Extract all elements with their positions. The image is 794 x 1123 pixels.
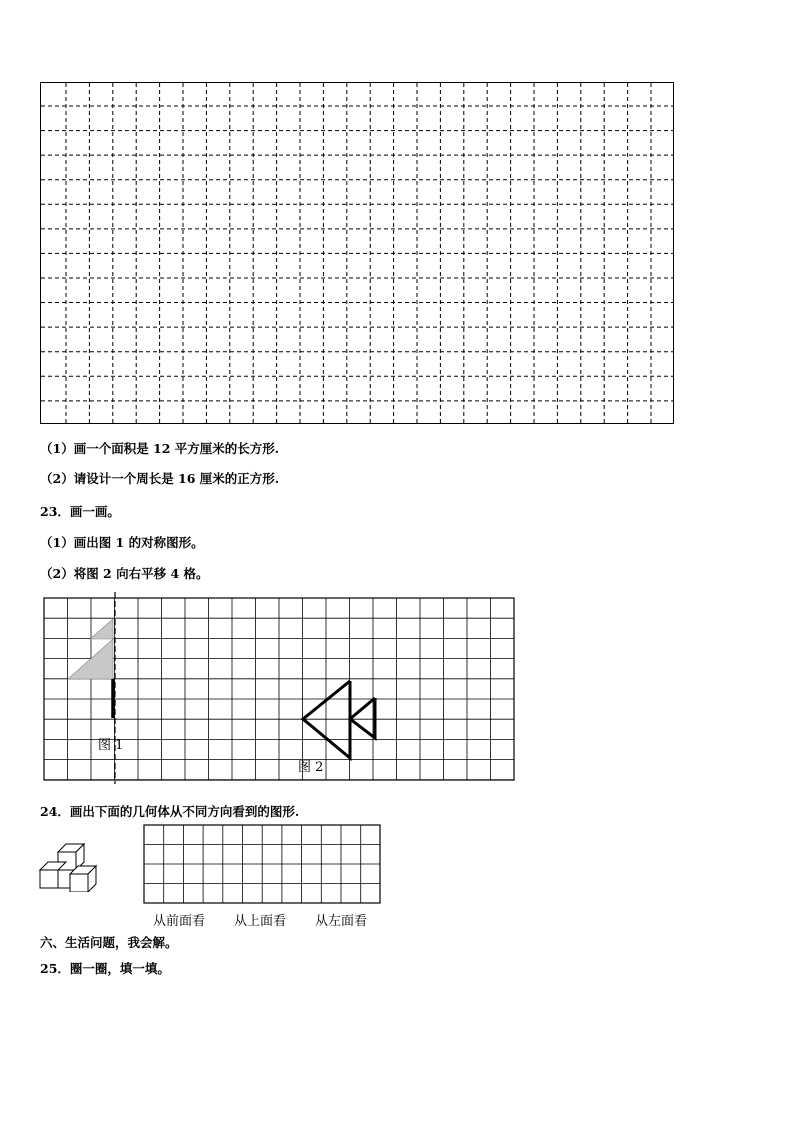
- q24-title: 24．画出下面的几何体从不同方向看到的图形.: [40, 804, 300, 819]
- figure-1-label: 图 1: [98, 738, 124, 753]
- q22-part1: （1）画一个面积是 12 平方厘米的长方形.: [40, 441, 280, 456]
- view-top-label: 从上面看: [234, 914, 287, 929]
- q23-part1: （1）画出图 1 的对称图形。: [40, 535, 204, 550]
- view-front-label: 从前面看: [153, 914, 206, 929]
- symmetry-translation-grid[interactable]: [40, 592, 520, 784]
- figure-1-shaded-shape: [68, 619, 113, 679]
- view-left-label: 从左面看: [315, 914, 368, 929]
- dashed-drawing-grid[interactable]: [40, 82, 674, 424]
- q25-title: 25．圈一圈，填一填。: [40, 961, 170, 976]
- stacked-cubes-figure: [36, 842, 108, 892]
- q23-part2: （2）将图 2 向右平移 4 格。: [40, 566, 209, 581]
- figure-2-label: 图 2: [298, 760, 324, 775]
- section-6-title: 六、生活问题，我会解。: [40, 935, 178, 950]
- views-drawing-grid[interactable]: [143, 824, 383, 906]
- q22-part2: （2）请设计一个周长是 16 厘米的正方形.: [40, 471, 280, 486]
- q23-title: 23．画一画。: [40, 504, 120, 519]
